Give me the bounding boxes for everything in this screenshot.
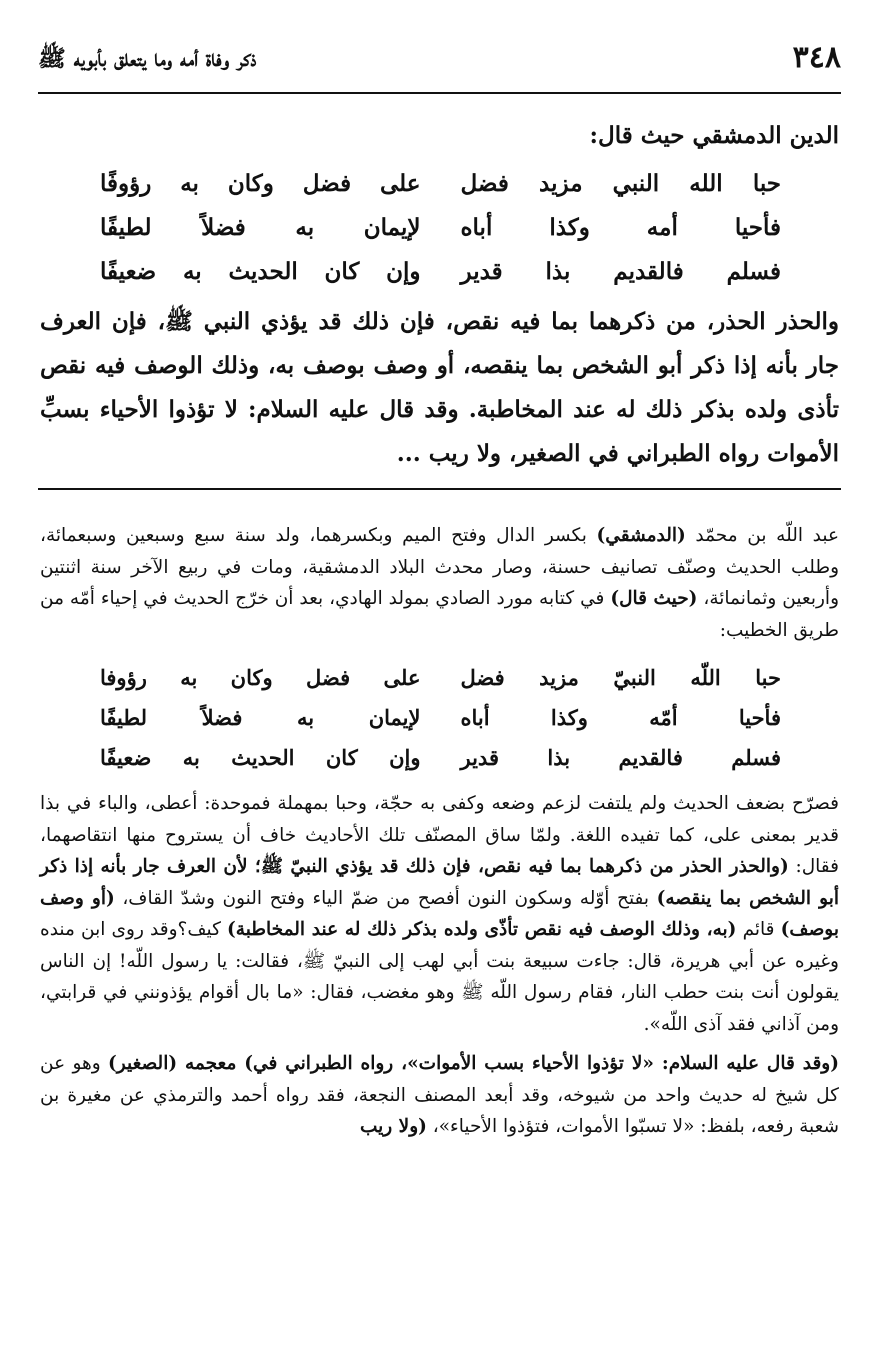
bold-quoted-text: (والحذر الحذر من ذكرهما بما فيه نقص، فإن ذلك قد يؤذي النبيّ ﷺ؛ لأن العرف جار بأنه إذا ذكر أبو الشخص بما ينقصه) [40,856,840,909]
verse-line [40,698,839,738]
bold-quoted-text: (الدمشقي) [596,525,686,546]
main-text [40,114,839,476]
main-verses [40,162,839,294]
text-run: كيف؟وقد روى ابن منده وغيره عن أبي هريرة، قال: جاءت سبيعة بنت أبي لهب إلى النبيّ ﷺ، فقالت: يا رسول اللّه! إن الناس يقولون أنت بنت حطب النار، فقام رسول اللّه ﷺ وهو مغضب، فقال: «ما بال أقوام يؤذونني في قرابتي، ومن آذاني فقد آذى اللّه». [40,919,839,1035]
commentary-paragraph-3 [40,1048,839,1143]
bold-quoted-text: (به، وذلك الوصف فيه نقص تأذّى ولده بذكر ذلك له عند المخاطبة) [227,919,737,940]
commentary-paragraph-2 [40,788,839,1040]
main-paragraph: والحذر الحذر، من ذكرهما بما فيه نقص، فإن ذلك قد يؤذي النبي ﷺ، فإن العرف جار بأنه إذا ذكر أبو الشخص بما ينقصه، أو وصف بوصف به، وذلك الوصف فيه نقص تأذى ولده بذكر ذلك له عند المخاطبة. وقد قال عليه السلام: لا تؤذوا الأحياء بسبِّ الأموات رواه الطبراني في الصغير، ولا ريب ... [40,308,839,467]
verse-first-hemistich: حبا الله النبي مزيد فضل [460,170,781,197]
verse-line [40,738,839,778]
running-title: ذكر وفاة أمه وما يتعلق بأبويه ﷺ [38,45,257,72]
commentary [40,520,839,1143]
text-run: قائم [736,919,781,940]
text-run: بكسر الدال وفتح الميم وبكسرهما، ولد سنة سبع وسبعين وسبعمائة، وطلب الحديث وصنّف تصانيف حسنة، وصار محدث البلاد الدمشقية، ومات في ربيع الآخر سنة اثنتين وأربعين وثمانمائة، [40,525,840,609]
bold-quoted-text: (أو وصف بوصف) [40,887,839,940]
verse-second-hemistich: على فضل وكان به رؤوفا [100,665,421,690]
page-header [38,40,841,88]
header-divider [38,92,841,94]
verse-first-hemistich: فسلم فالقديم بذا قدير [460,258,781,285]
text-run: بفتح أوّله وسكون النون أفصح من ضمّ الياء وفتح النون وشدّ القاف، [114,887,657,909]
commentary-divider [38,488,841,490]
verse-line [40,162,839,206]
verse-first-hemistich: فأحيا أمّه وكذا أباه [460,705,781,730]
main-intro: الدين الدمشقي حيث قال: [589,122,839,149]
bold-quoted-text: (ولا ريب [359,1116,427,1137]
verse-first-hemistich: فأحيا أمه وكذا أباه [460,214,781,241]
page-number: ٣٤٨ [792,40,841,75]
verse-first-hemistich: حبا اللّه النبيّ مزيد فضل [460,665,781,690]
text-run: عبد اللّه بن محمّد [685,525,839,546]
text-run: في كتابه مورد الصادي بمولد الهادي، بعد أن خرّج الحديث في إحياء أمّه من طريق الخطيب: [40,588,839,641]
verse-second-hemistich: وإن كان الحديث به ضعيفًا [100,258,421,285]
commentary-verses [40,658,839,778]
verse-line [40,658,839,698]
text-run: فصرّح بضعف الحديث ولم يلتفت لزعم وضعه وكفى به حجّة، وحبا بمهملة فموحدة: أعطى، والباء في بذا قدير بمعنى على، كما تفيده اللغة. ولمّا ساق المصنّف تلك الأحاديث خاف أن يستروح منها انتقاصهما، فقال: [40,793,839,877]
verse-first-hemistich: فسلم فالقديم بذا قدير [460,745,781,770]
verse-second-hemistich: لإيمان به فضلاً لطيفًا [100,214,421,241]
verse-line [40,206,839,250]
commentary-paragraph-1 [40,520,839,646]
bold-quoted-text: (وقد قال عليه السلام: «لا تؤذوا الأحياء بسب الأموات»، رواه الطبراني في) معجمه (الصغير) [108,1053,839,1074]
text-run: وهو عن كل شيخ له حديث واحد من شيوخه، وقد أبعد المصنف النجعة، فقد رواه أحمد والترمذي عن مغيرة بن شعبة رفعه، بلفظ: «لا تسبّوا الأموات، فتؤذوا الأحياء»، [40,1053,839,1137]
bold-quoted-text: (حيث قال) [610,588,698,609]
verse-second-hemistich: على فضل وكان به رؤوفًا [100,170,421,197]
verse-second-hemistich: لإيمان به فضلاً لطيفًا [100,705,421,730]
verse-second-hemistich: وإن كان الحديث به ضعيفًا [100,745,421,770]
verse-line [40,250,839,294]
